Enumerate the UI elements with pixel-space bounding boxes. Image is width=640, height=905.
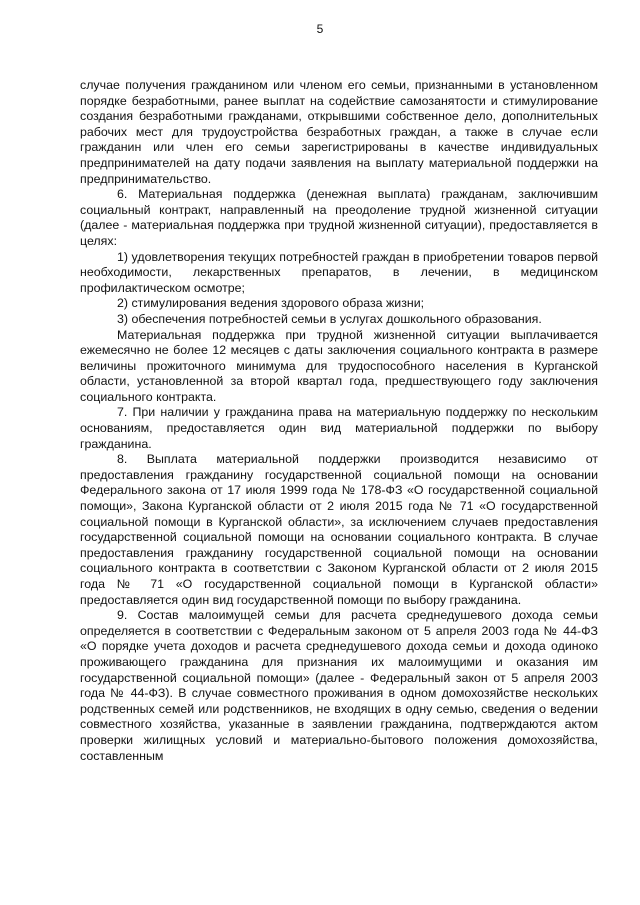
document-body (80, 78, 598, 764)
list-item-1: 1) удовлетворения текущих потребностей граждан в приобретении товаров первой необходимости, лекарственных препаратов, в лечении, в медицинском профилактическом осмотре; (80, 249, 598, 295)
list-item-3: 3) обеспечения потребностей семьи в услугах дошкольного образования. (117, 311, 542, 326)
list-item-2: 2) стимулирования ведения здорового образа жизни; (117, 296, 425, 311)
page-number: 5 (316, 22, 324, 36)
paragraph-item-8: 8. Выплата материальной поддержки производится независимо от предоставления гражданину государственной социальной помощи на основании Федерального закона от 17 июля 1999 года № 178-ФЗ «О государственной социальной помощи», Закона Курганской области от 2 июля 2015 года № 71 «О государственной социальной помощи в Курганской области», за исключением случаев предоставления государственной социальной помощи на основании социального контракта. В случае предоставления гражданину государственной социальной помощи на основании социального контракта в соответствии с Законом Курганской области от 2 июля 2015 года № 71 «О государственной социальной помощи в Курганской области» предоставляется один вид государственной помощи по выбору гражданина. (80, 452, 598, 607)
paragraph-payment-terms: Материальная поддержка при трудной жизненной ситуации выплачивается ежемесячно не более 12 месяцев с даты заключения социального контракта в размере величины прожиточного минимума для трудоспособного населения в Курганской области, установленной за второй квартал года, предшествующего году заключения социального контракта. (80, 327, 598, 404)
paragraph-item-6: 6. Материальная поддержка (денежная выплата) гражданам, заключившим социальный контракт, направленный на преодоление трудной жизненной ситуации (далее - материальная поддержка при трудной жизненной ситуации), предоставляется в целях: (80, 187, 598, 248)
paragraph-item-9: 9. Состав малоимущей семьи для расчета среднедушевого дохода семьи определяется в соответствии с Федеральным законом от 5 апреля 2003 года № 44-ФЗ «О порядке учета доходов и расчета среднедушевого дохода семьи и дохода одиноко проживающего гражданина для признания их малоимущими и оказания им государственной социальной помощи» (далее - Федеральный закон от 5 апреля 2003 года № 44-ФЗ). В случае совместного проживания в одном домохозяйстве нескольких родственных семей или родственников, не входящих в одну семью, сведения о ведении совместного хозяйства, указанные в заявлении гражданина, подтверждаются актом проверки жилищных условий и материально-бытового положения домохозяйства, составленным (80, 608, 598, 763)
paragraph-item-7: 7. При наличии у гражданина права на материальную поддержку по нескольким основаниям, предоставляется один вид материальной поддержки по выбору гражданина. (80, 405, 598, 451)
paragraph-continuation: случае получения гражданином или членом его семьи, признанными в установленном порядке безработными, ранее выплат на содействие самозанятости и стимулирование создания безработными гражданами, открывшими собственное дело, дополнительных рабочих мест для трудоустройства безработных граждан, а также в случае если гражданин или член его семьи зарегистрированы в качестве индивидуальных предпринимателей на дату подачи заявления на выплату материальной поддержки на предпринимательство. (80, 78, 598, 186)
